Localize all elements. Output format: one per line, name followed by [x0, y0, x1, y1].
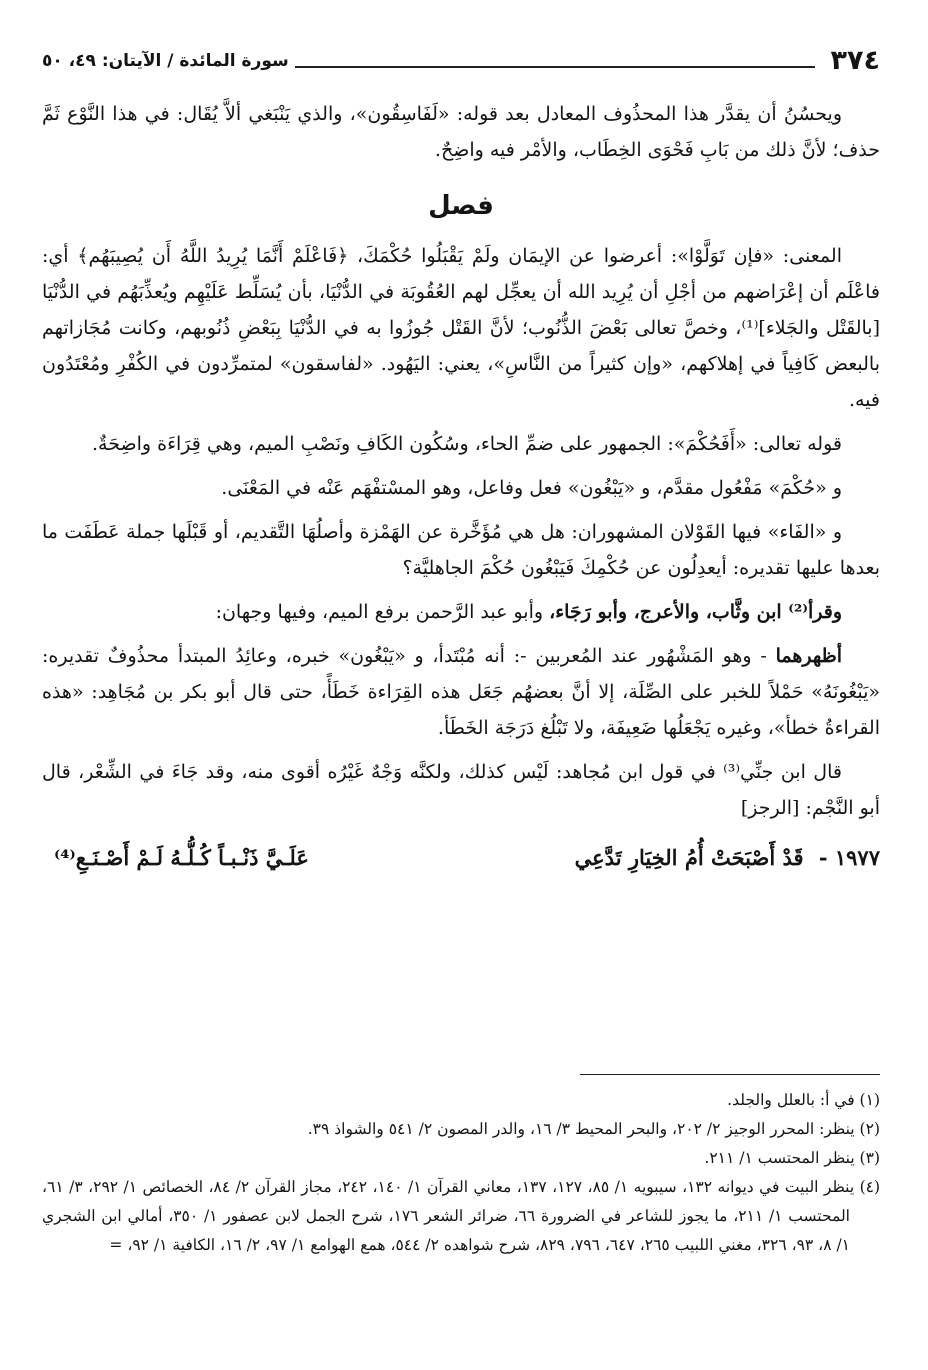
footnote: (٤) ينظر البيت في ديوانه ١٣٢، سيبويه ١/ ٨٥، ١٢٧، ١٣٧، معاني القرآن ١/ ١٤٠، ٢٤٢، مجاز القرآن ٢/ ٨٤، الخصائص ١/ ٢٩٢، ٣/ ٦١، المحتسب ١/ ٢١١، ما يجوز للشاعر في الضرورة ٦٦، ضرائر الشعر ١٧٦، شرح الجمل لابن عصفور ١/ ٣٥٠، أمالي ابن الشجري ١/ ٨، ٩٣، ٣٢٦، مغني اللبيب ٢٦٥، ٦٤٧، ٧٩٦، ٨٢٩، شرح شواهده ٢/ ٥٤٤، همع الهوامع ١/ ٩٧، ٢/ ١٦، الكافية ١/ ٩٢، = [42, 1178, 881, 1254]
running-title: سورة المائدة / الآيتان: ٤٩، ٥٠ [42, 51, 289, 71]
paragraph: قوله تعالى: «أَفَحُكْمَ»: الجمهور على ضمِّ الحاء، وسُكُون الكَافِ ونَصْبِ الميم، وهي قِرَاءَة واضِحَةٌ. [92, 433, 842, 455]
paragraph: و «حُكْمَ» مَفْعُول مقدَّم، و «يَبْغُون» فعل وفاعل، وهو المسْتفْهَم عَنْه في المَعْنَى. [221, 477, 842, 499]
page-header [42, 36, 880, 76]
verse-first-half [575, 836, 880, 880]
paragraph-text: - وهو المَشْهُور عند المُعربين -: أنه مُبْتَدأ، و «يَبْغُون» خبره، وعائِدُ المبتدأ محذُوفٌ تقديره: «يَبْغُونَهُ» حَمْلاً للخبر على الصِّلَة، إلا أنَّ بعضهُم جَعَل هذه القِرَاءة خَطَأً، حتى قال أبو بكر بن مُجَاهِد: «هذه القراءةُ خطأ»، وغيره يَجْعَلُها ضَعِيفَة، ولا تَبْلُغ دَرَجَة الخَطَأ. [42, 645, 880, 739]
main-text [42, 96, 880, 880]
verse-number: ١٩٧٧ - [818, 845, 880, 870]
section-heading: فصل [428, 191, 494, 221]
poem-verse [42, 836, 880, 880]
verse-hemistich-1: قَدْ أَصْبَحَتْ أُمُ الخِيَارِ تَدَّعِي [574, 845, 804, 870]
paragraph-text: وأبو عبد الرَّحمن برفع الميم، وفيها وجهان: [215, 601, 550, 623]
paragraph: قال ابن جنِّي⁽³⁾ في قول ابن مُجاهد: لَيْس كذلك، ولكنَّه وَجْهٌ غَيْرُه أقوى منه، وقد جَاءَ في الشِّعْر، قال أبو النَّجْم: [الرجز] [42, 761, 880, 819]
lead-term: أظهرهما [775, 645, 842, 667]
paragraph [42, 594, 880, 630]
footnote: (٣) ينظر المحتسب ١/ ٢١١. [704, 1149, 880, 1167]
paragraph: ويحسُنُ أن يقدَّر هذا المحذُوف المعادل بعد قوله: «لَفَاسِقُون»، والذي يَنْبَغي ألاَّ يُقَال: في هذا النَّوْع ثَمَّ حذف؛ لأنَّ ذلك من بَابِ فَحْوَى الخِطَاب، والأمْر فيه واضِحٌ. [42, 103, 880, 161]
paragraph: المعنى: «فإن تَوَلَّوْا»: أعرضوا عن الإيمَان ولَمْ يَقْبَلُوا حُكْمَكَ، ﴿فَاعْلَمْ أَنَّمَا يُرِيدُ اللَّهُ أَن يُصِيبَهُم﴾ أي: فاعْلَم أن إعْرَاضهم من أجْلِ أن يُرِيد الله أن يعجِّل لهم العُقُوبَة في الدُّنْيَا، بأن يُسَلِّط عَلَيْهِم ويُعذِّبَهُم في الدُّنْيَا [بالقَتْل والجَلاء]⁽¹⁾، وخصَّ تعالى بَعْضَ الذُّنُوب؛ لأنَّ القَتْل جُوزُوا به في الدُّنْيَا بِبَعْضِ ذُنُوبهم، وكانت مُجَازاتهم بالبعض كَافِياً في إهلاكهم، «وإن كثيراً من النَّاسِ»، يعني: اليَهُود. «لفاسقون» لمتمرِّدون في الكُفْرِ ومُعْتَدُون فيه. [42, 245, 880, 411]
footnote: (١) في أ: بالعلل والجلد. [727, 1091, 880, 1109]
paragraph: و «الفَاء» فيها القَوْلان المشهوران: هل هي مُؤَخَّرة عن الهَمْزة وأصلُهَا التَّقديم، أو قَبْلَها جملة عَطَفَت ما بعدها عليها تقديره: أيعدِلُون عن حُكْمِكَ فَيَبْغُون حُكْمَ الجاهليَّة؟ [42, 521, 880, 579]
footnote: (٢) ينظر: المحرر الوجيز ٢/ ٢٠٢، والبحر المحيط ٣/ ١٦، والدر المصون ٢/ ٥٤١ والشواذ ٣٩. [307, 1120, 880, 1138]
paragraph [42, 638, 880, 746]
verse-hemistich-2: عَلَـيَّ ذَنْـبـاً كُـلُّـهُ لَـمْ أَصْـنَـعِ⁽⁴⁾ [54, 845, 309, 870]
readers-list: وقرأ⁽²⁾ ابن وثَّاب، والأعرج، وأبو رَجَاء، [549, 601, 842, 623]
book-page [42, 0, 880, 1370]
footnotes [42, 1086, 880, 1260]
footnote-rule [580, 1074, 880, 1075]
header-rule [295, 66, 815, 68]
page-number: ٣٧٤ [830, 45, 880, 76]
